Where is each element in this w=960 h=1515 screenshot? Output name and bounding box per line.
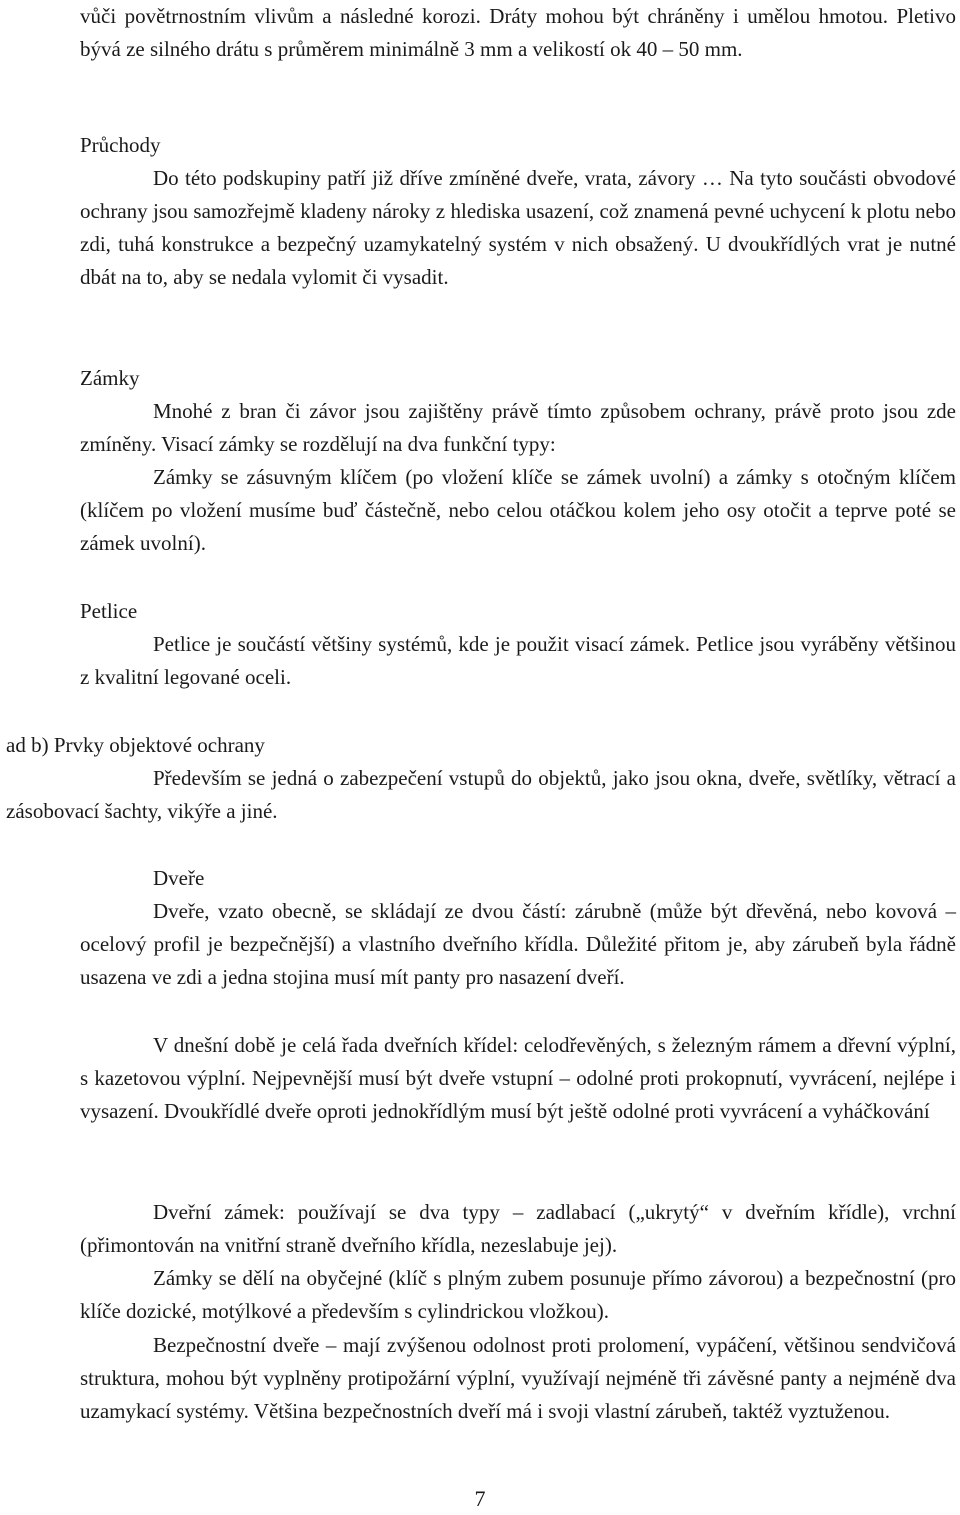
paragraph-ad-b: Především se jedná o zabezpečení vstupů do objektů, jako jsou okna, dveře, světlíky, větrací a zásobovací šachty, vikýře a jiné.: [6, 766, 956, 823]
paragraph-dvere-2: V dnešní době je celá řada dveřních křídel: celodřevěných, s železným rámem a dřevní výplní, s kazetovou výplní. Nejpevnější musí být dveře vstupní – odolné proti prokopnutí, vyvrácení, nejlépe i vysazení. Dvoukřídlé dveře oproti jednokřídlým musí být ještě odolné proti vyvrácení a vyháčkování: [80, 1033, 956, 1123]
paragraph-bezpecnostni-dvere: Bezpečnostní dveře – mají zvýšenou odolnost proti prolomení, vypáčení, většinou sendvičová struktura, mohou být vyplněny protipožární výplní, využívají nejméně tři závěsné panty a nejméně dva uzamykací systémy. Většina bezpečnostních dveří má i svoji vlastní zárubeň, taktéž vyztuženou.: [80, 1333, 956, 1423]
paragraph-zamky-deleni: Zámky se dělí na obyčejné (klíč s plným zubem posunuje přímo závorou) a bezpečnostní (pro klíče dozické, motýlkové a především s cylindrickou vložkou).: [80, 1266, 956, 1323]
page-number: 7: [474, 1486, 486, 1511]
paragraph-zamky-1: Mnohé z bran či závor jsou zajištěny právě tímto způsobem ochrany, právě proto jsou zde zmíněny. Visací zámky se rozdělují na dva funkční typy:: [80, 399, 956, 456]
heading-petlice: Petlice: [80, 599, 138, 623]
heading-zamky: Zámky: [80, 366, 140, 390]
paragraph-top: vůči povětrnostním vlivům a následné korozi. Dráty mohou být chráněny i umělou hmotou. Pletivo bývá ze silného drátu s průměrem minimálně 3 mm a velikostí ok 40 – 50 mm.: [80, 4, 956, 61]
heading-dvere: Dveře: [153, 866, 205, 890]
heading-ad-b: ad b) Prvky objektové ochrany: [6, 733, 265, 757]
paragraph-pruchody: Do této podskupiny patří již dříve zmíněné dveře, vrata, závory … Na tyto součásti obvodové ochrany jsou samozřejmě kladeny nároky z hlediska usazení, což znamená pevné uchycení k plotu nebo zdi, tuhá konstrukce a bezpečný uzamykatelný systém v nich obsažený. U dvoukřídlých vrat je nutné dbát na to, aby se nedala vylomit či vysadit.: [80, 166, 956, 289]
paragraph-dverni-zamek: Dveřní zámek: používají se dva typy – zadlabací („ukrytý“ v dveřním křídle), vrchní (přimontován na vnitřní straně dveřního křídla, nezeslabuje jej).: [80, 1200, 956, 1257]
paragraph-zamky-2: Zámky se zásuvným klíčem (po vložení klíče se zámek uvolní) a zámky s otočným klíčem (klíčem po vložení musíme buď částečně, nebo celou otáčkou kolem jeho osy otočit a teprve poté se zámek uvolní).: [80, 465, 956, 555]
paragraph-dvere-1: Dveře, vzato obecně, se skládají ze dvou částí: zárubně (může být dřevěná, nebo kovová – ocelový profil je bezpečnější) a vlastního dveřního křídla. Důležité přitom je, aby zárubeň byla řádně usazena ve zdi a jedna stojina musí mít panty pro nasazení dveří.: [80, 899, 956, 989]
paragraph-petlice: Petlice je součástí většiny systémů, kde je použit visací zámek. Petlice jsou vyráběny většinou z kvalitní legované oceli.: [80, 632, 956, 689]
heading-pruchody: Průchody: [80, 133, 161, 157]
